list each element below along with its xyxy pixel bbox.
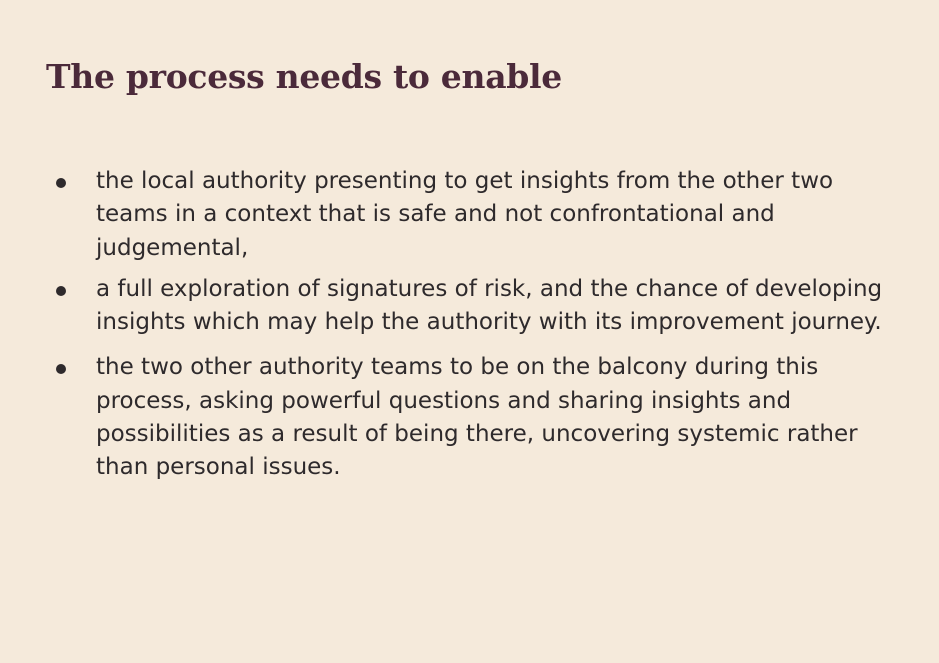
- bullet-text: the local authority presenting to get insights from the other two teams in a context that is safe and not confrontational and judgemental,: [96, 168, 834, 261]
- slide-title: The process needs to enable: [46, 57, 562, 96]
- bullet-icon: [56, 178, 66, 188]
- bullet-text: the two other authority teams to be on the balcony during this process, asking powerful questions and sharing insights and possibilities as a result of being there, uncovering systemic rather than personal issues.: [96, 354, 858, 481]
- list-item: [56, 165, 886, 265]
- bullet-icon: [56, 364, 66, 374]
- bullet-text: a full exploration of signatures of risk, and the chance of developing insights which may help the authority with its improvement journey.: [96, 275, 883, 336]
- list-item: [56, 351, 886, 484]
- list-item: [56, 273, 886, 340]
- bullet-icon: [56, 286, 66, 296]
- bullet-list: [56, 165, 886, 485]
